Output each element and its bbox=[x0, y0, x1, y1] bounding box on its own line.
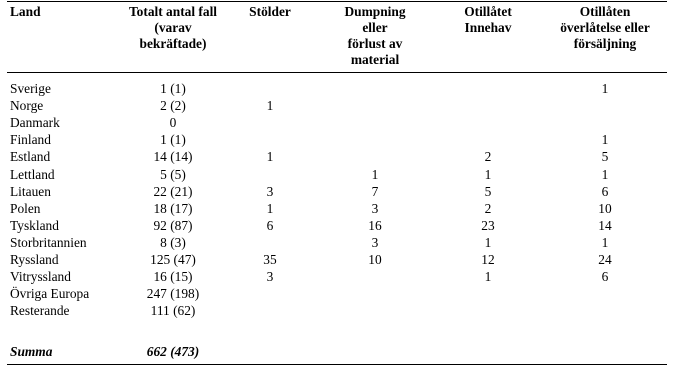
table-cell-overlatelse: 6 bbox=[601, 184, 609, 199]
table-cell-dumpning: 7 bbox=[371, 184, 379, 199]
summa-total: 662 (473) bbox=[146, 344, 200, 359]
table-cell-totalt: 125 (47) bbox=[150, 252, 196, 267]
header-overlatelse-line-2: överlåtelse eller bbox=[560, 20, 650, 35]
table-cell-innehav: 2 bbox=[484, 149, 492, 164]
table-cell-land: Resterande bbox=[10, 303, 70, 318]
table-cell-totalt: 22 (21) bbox=[153, 184, 193, 199]
table-cell-land: Estland bbox=[10, 149, 51, 164]
table-cell-totalt: 8 (3) bbox=[160, 235, 186, 250]
header-stolder-label: Stölder bbox=[249, 4, 291, 19]
header-dumpning-line-2: eller bbox=[362, 20, 388, 35]
table-cell-innehav: 2 bbox=[484, 201, 492, 216]
table-cell-dumpning: 3 bbox=[371, 235, 379, 250]
table-cell-stolder: 35 bbox=[263, 252, 277, 267]
table-cell-stolder: 1 bbox=[266, 201, 274, 216]
table-cell-land: Polen bbox=[10, 201, 41, 216]
header-overlatelse bbox=[550, 4, 660, 52]
table-cell-stolder: 3 bbox=[266, 184, 274, 199]
table-cell-overlatelse: 5 bbox=[601, 149, 609, 164]
table-cell-innehav: 1 bbox=[484, 167, 492, 182]
table-cell-overlatelse: 1 bbox=[601, 81, 609, 96]
header-totalt-line-3: bekräftade) bbox=[139, 36, 207, 51]
table-top-rule bbox=[7, 1, 667, 2]
table-cell-overlatelse: 10 bbox=[598, 201, 612, 216]
table-cell-stolder: 6 bbox=[266, 218, 274, 233]
header-innehav-line-2: Innehav bbox=[464, 20, 512, 35]
table-cell-dumpning: 10 bbox=[368, 252, 382, 267]
header-totalt bbox=[118, 4, 228, 52]
table-cell-land: Finland bbox=[10, 132, 51, 147]
table-cell-land: Danmark bbox=[10, 115, 60, 130]
table-cell-overlatelse: 1 bbox=[601, 132, 609, 147]
table-cell-totalt: 2 (2) bbox=[160, 98, 186, 113]
table-cell-dumpning: 3 bbox=[371, 201, 379, 216]
table-cell-land: Storbritannien bbox=[10, 235, 87, 250]
table-cell-innehav: 5 bbox=[484, 184, 492, 199]
header-overlatelse-line-3: försäljning bbox=[573, 36, 637, 51]
table-cell-land: Litauen bbox=[10, 184, 51, 199]
table-cell-totalt: 18 (17) bbox=[153, 201, 193, 216]
table-cell-stolder: 3 bbox=[266, 269, 274, 284]
header-land-label: Land bbox=[10, 4, 41, 19]
table-cell-totalt: 111 (62) bbox=[150, 303, 196, 318]
table-cell-land: Vitryssland bbox=[10, 269, 71, 284]
table-cell-overlatelse: 24 bbox=[598, 252, 612, 267]
table-cell-totalt: 1 (1) bbox=[160, 81, 186, 96]
header-innehav-line-1: Otillåtet bbox=[464, 4, 512, 19]
table-cell-dumpning: 1 bbox=[371, 167, 379, 182]
header-innehav bbox=[448, 4, 528, 36]
header-dumpning-line-3: förlust av bbox=[347, 36, 403, 51]
header-totalt-line-1: Totalt antal fall bbox=[128, 4, 218, 19]
table-cell-innehav: 1 bbox=[484, 269, 492, 284]
table-cell-land: Övriga Europa bbox=[10, 286, 90, 301]
table-cell-overlatelse: 1 bbox=[601, 167, 609, 182]
table-cell-totalt: 16 (15) bbox=[153, 269, 193, 284]
table-cell-totalt: 5 (5) bbox=[160, 167, 186, 182]
table-cell-innehav: 1 bbox=[484, 235, 492, 250]
table-cell-innehav: 23 bbox=[481, 218, 495, 233]
table-cell-overlatelse: 6 bbox=[601, 269, 609, 284]
table-cell-stolder: 1 bbox=[266, 149, 274, 164]
table-cell-totalt: 92 (87) bbox=[153, 218, 193, 233]
table-header-rule bbox=[7, 72, 667, 73]
table-cell-land: Tyskland bbox=[10, 218, 59, 233]
header-dumpning bbox=[335, 4, 415, 68]
table-cell-totalt: 14 (14) bbox=[153, 149, 193, 164]
header-stolder bbox=[245, 4, 295, 20]
table-cell-innehav: 12 bbox=[481, 252, 495, 267]
table-cell-overlatelse: 14 bbox=[598, 218, 612, 233]
header-overlatelse-line-1: Otillåten bbox=[579, 4, 631, 19]
table-bottom-rule bbox=[7, 364, 667, 365]
table-cell-totalt: 1 (1) bbox=[160, 132, 186, 147]
table-cell-overlatelse: 1 bbox=[601, 235, 609, 250]
table-cell-totalt: 247 (198) bbox=[146, 286, 200, 301]
summa-label: Summa bbox=[10, 344, 53, 359]
header-totalt-line-2: (varav bbox=[154, 20, 192, 35]
table-cell-dumpning: 16 bbox=[368, 218, 382, 233]
table-cell-land: Norge bbox=[10, 98, 44, 113]
table-cell-land: Lettland bbox=[10, 167, 55, 182]
header-dumpning-line-4: material bbox=[350, 52, 400, 67]
header-land bbox=[10, 4, 41, 20]
table-cell-totalt: 0 bbox=[169, 115, 177, 130]
table-cell-stolder: 1 bbox=[266, 98, 274, 113]
table-cell-land: Sverige bbox=[10, 81, 51, 96]
header-dumpning-line-1: Dumpning bbox=[344, 4, 406, 19]
table-cell-land: Ryssland bbox=[10, 252, 59, 267]
